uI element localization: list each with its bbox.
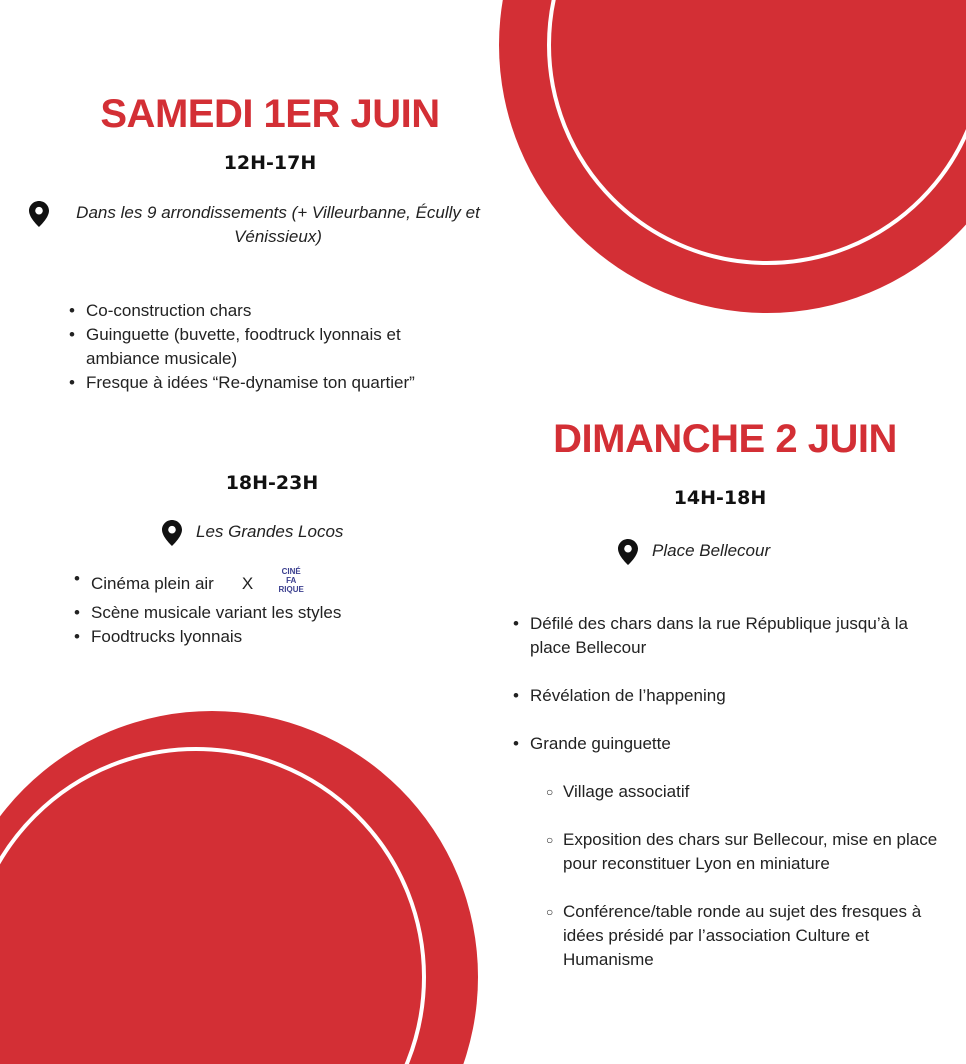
list-item: • Révélation de l’happening [513,684,938,708]
list-item: • Fresque à idées “Re-dynamise ton quartier” [69,371,469,395]
saturday-evening-location [162,520,402,546]
sub-list-item: ○ Exposition des chars sur Bellecour, mise en place pour reconstituer Lyon en miniature [513,828,938,876]
list-item: • Grande guinguette [513,732,938,756]
decorative-circle-bottom [0,700,480,1064]
map-pin-icon [162,520,182,546]
saturday-evening-list [74,567,434,649]
list-item: • Foodtrucks lyonnais [74,625,434,649]
list-item: • Co-construction chars [69,299,469,323]
list-item: • Défilé des chars dans la rue République jusqu’à la place Bellecour [513,612,938,660]
location-text: Place Bellecour [652,541,771,560]
cinema-label: • Cinéma plein air [91,574,214,593]
sub-list-item: ○ Village associatif [513,780,938,804]
saturday-evening-time: 18H-23H [225,472,319,494]
saturday-afternoon-location [26,201,496,249]
saturday-afternoon-list [69,299,469,395]
map-pin-icon [618,539,638,565]
sunday-list [513,612,938,996]
sub-list-item: ○ Conférence/table ronde au sujet des fresques à idées présidé par l’association Culture et Humanisme [513,900,938,972]
sunday-location [618,539,838,565]
sunday-title: DIMANCHE 2 JUIN [553,417,897,461]
saturday-afternoon-time: 12H-17H [223,152,317,174]
sunday-time: 14H-18H [673,487,767,509]
cinefabrique-logo: CINÉ FA RIQUE [278,567,304,594]
map-pin-icon [29,201,49,227]
location-text: Dans les 9 arrondissements (+ Villeurbanne, Écully et Vénissieux) [76,203,480,246]
cross-separator: X [241,574,254,593]
decorative-circle-top [497,0,966,320]
list-item: • Scène musicale variant les styles [74,601,434,625]
list-item: • Guinguette (buvette, foodtruck lyonnais et ambiance musicale) [69,323,469,371]
saturday-title: SAMEDI 1ER JUIN [100,92,440,136]
list-item-cinema [74,567,434,601]
location-text: Les Grandes Locos [196,522,344,541]
